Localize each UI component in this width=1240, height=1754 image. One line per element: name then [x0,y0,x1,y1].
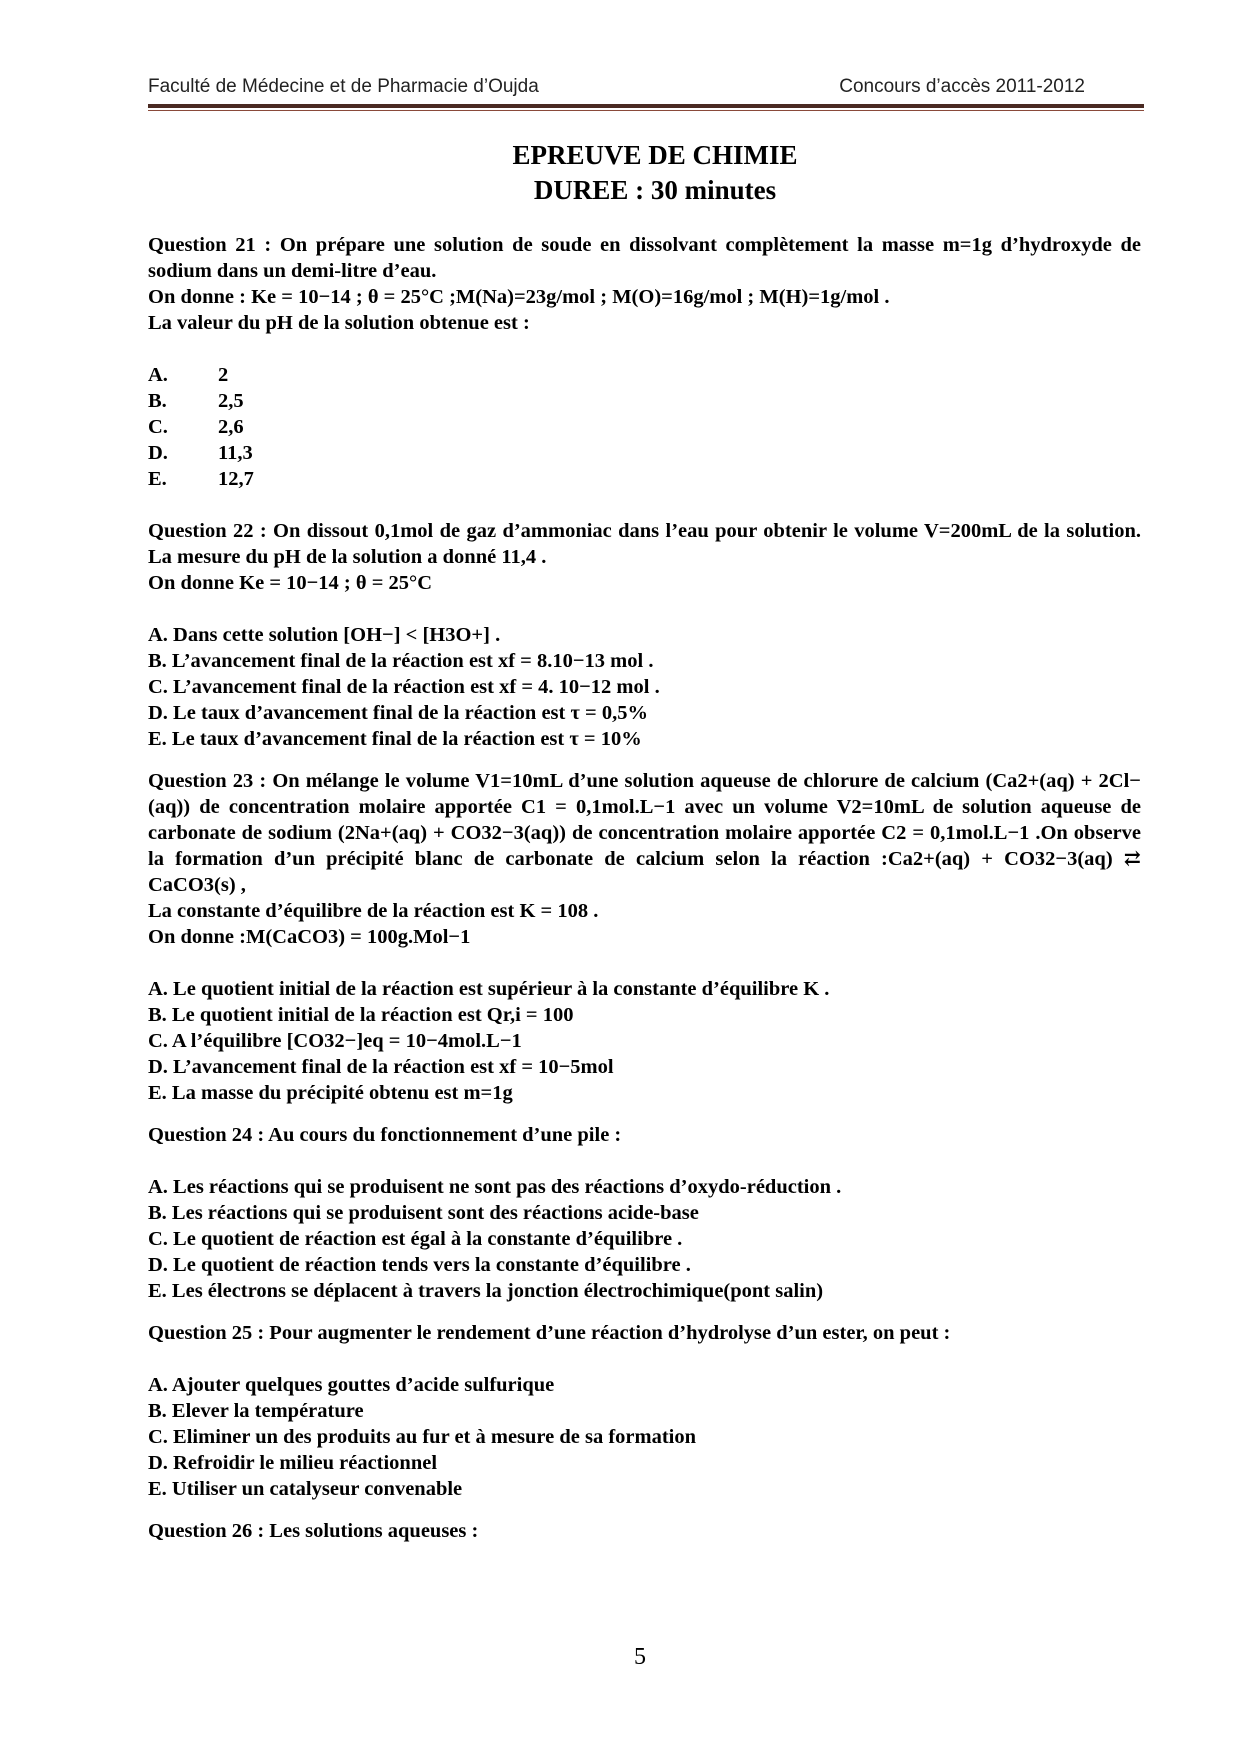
q22-option-e: E. Le taux d’avancement final de la réaction est τ = 10% [148,728,642,750]
question-23-text: Question 23 : On mélange le volume V1=10mL d’une solution aqueuse de chlorure de calcium (Ca2+(aq) + 2Cl−(aq)) de concentration molaire apportée C1 = 0,1mol.L−1 avec un volume V2=10mL de solution aqueuse de carbonate de sodium (2Na+(aq) + CO32−3(aq)) de concentration molaire apportée C2 = 0,1mol.L−1 .On observe la formation d’un précipité blanc de carbonate de calcium selon la réaction :Ca2+(aq) + CO32−3(aq) ⇄ CaCO3(s) , [148,770,1141,896]
page-number: 5 [634,1644,646,1670]
q22-option-a: A. Dans cette solution [OH−] < [H3O+] . [148,624,501,646]
header-rule-thin [148,110,1144,111]
question-22-text: Question 22 : On dissout 0,1mol de gaz d’ammoniac dans l’eau pour obtenir le volume V=200mL de la solution. La mesure du pH de la solution a donné 11,4 . [148,520,1141,568]
q21-option-c: C. 2,6 [148,416,244,438]
page-header [148,76,1140,102]
header-exam: Concours d’accès 2011-2012 [839,76,1085,97]
header-rule-thick [148,104,1144,108]
question-22-given: On donne Ke = 10−14 ; θ = 25°C [148,572,433,594]
q22-option-d: D. Le taux d’avancement final de la réaction est τ = 0,5% [148,702,648,724]
q21-option-a: A. 2 [148,364,229,386]
exam-duration: DUREE : 30 minutes [533,175,777,205]
q21-option-e: E. 12,7 [148,468,254,490]
exam-title: EPREUVE DE CHIMIE [512,140,798,170]
q21-option-d: D. 11,3 [148,442,253,464]
question-26-text: Question 26 : Les solutions aqueuses : [148,1520,479,1542]
q25-option-c: C. Eliminer un des produits au fur et à mesure de sa formation [148,1426,697,1448]
q24-option-a: A. Les réactions qui se produisent ne sont pas des réactions d’oxydo-réduction . [148,1176,842,1198]
q24-option-e: E. Les électrons se déplacent à travers la jonction électrochimique(pont salin) [148,1280,824,1302]
q23-option-c: C. A l’équilibre [CO32−]eq = 10−4mol.L−1 [148,1030,522,1052]
q25-option-d: D. Refroidir le milieu réactionnel [148,1452,438,1474]
questions [148,232,1141,1544]
q24-option-c: C. Le quotient de réaction est égal à la constante d’équilibre . [148,1228,683,1250]
q24-option-b: B. Les réactions qui se produisent sont des réactions acide-base [148,1202,699,1224]
question-21-text: Question 21 : On prépare une solution de soude en dissolvant complètement la masse m=1g d’hydroxyde de sodium dans un demi-litre d’eau. [148,234,1141,282]
q22-option-b: B. L’avancement final de la réaction est xf = 8.10−13 mol . [148,650,654,672]
header-faculty: Faculté de Médecine et de Pharmacie d’Oujda [148,76,539,97]
q23-option-d: D. L’avancement final de la réaction est xf = 10−5mol [148,1056,614,1078]
question-21-ask: La valeur du pH de la solution obtenue est : [148,312,530,334]
q25-option-e: E. Utiliser un catalyseur convenable [148,1478,463,1500]
q23-option-a: A. Le quotient initial de la réaction est supérieur à la constante d’équilibre K . [148,978,830,1000]
q22-option-c: C. L’avancement final de la réaction est xf = 4. 10−12 mol . [148,676,660,698]
question-24-text: Question 24 : Au cours du fonctionnement d’une pile : [148,1124,622,1146]
question-23-constant: La constante d’équilibre de la réaction est K = 108 . [148,900,599,922]
question-25-text: Question 25 : Pour augmenter le rendement d’une réaction d’hydrolyse d’un ester, on peut : [148,1322,951,1344]
q21-option-b: B. 2,5 [148,390,244,412]
q24-option-d: D. Le quotient de réaction tends vers la constante d’équilibre . [148,1254,691,1276]
q23-option-e: E. La masse du précipité obtenu est m=1g [148,1082,513,1104]
q25-option-b: B. Elever la température [148,1400,364,1422]
question-21-given: On donne : Ke = 10−14 ; θ = 25°C ;M(Na)=23g/mol ; M(O)=16g/mol ; M(H)=1g/mol . [148,286,890,308]
question-23-given: On donne :M(CaCO3) = 100g.Mol−1 [148,926,471,948]
q25-option-a: A. Ajouter quelques gouttes d’acide sulfurique [148,1374,555,1396]
q23-option-b: B. Le quotient initial de la réaction est Qr,i = 100 [148,1004,574,1026]
